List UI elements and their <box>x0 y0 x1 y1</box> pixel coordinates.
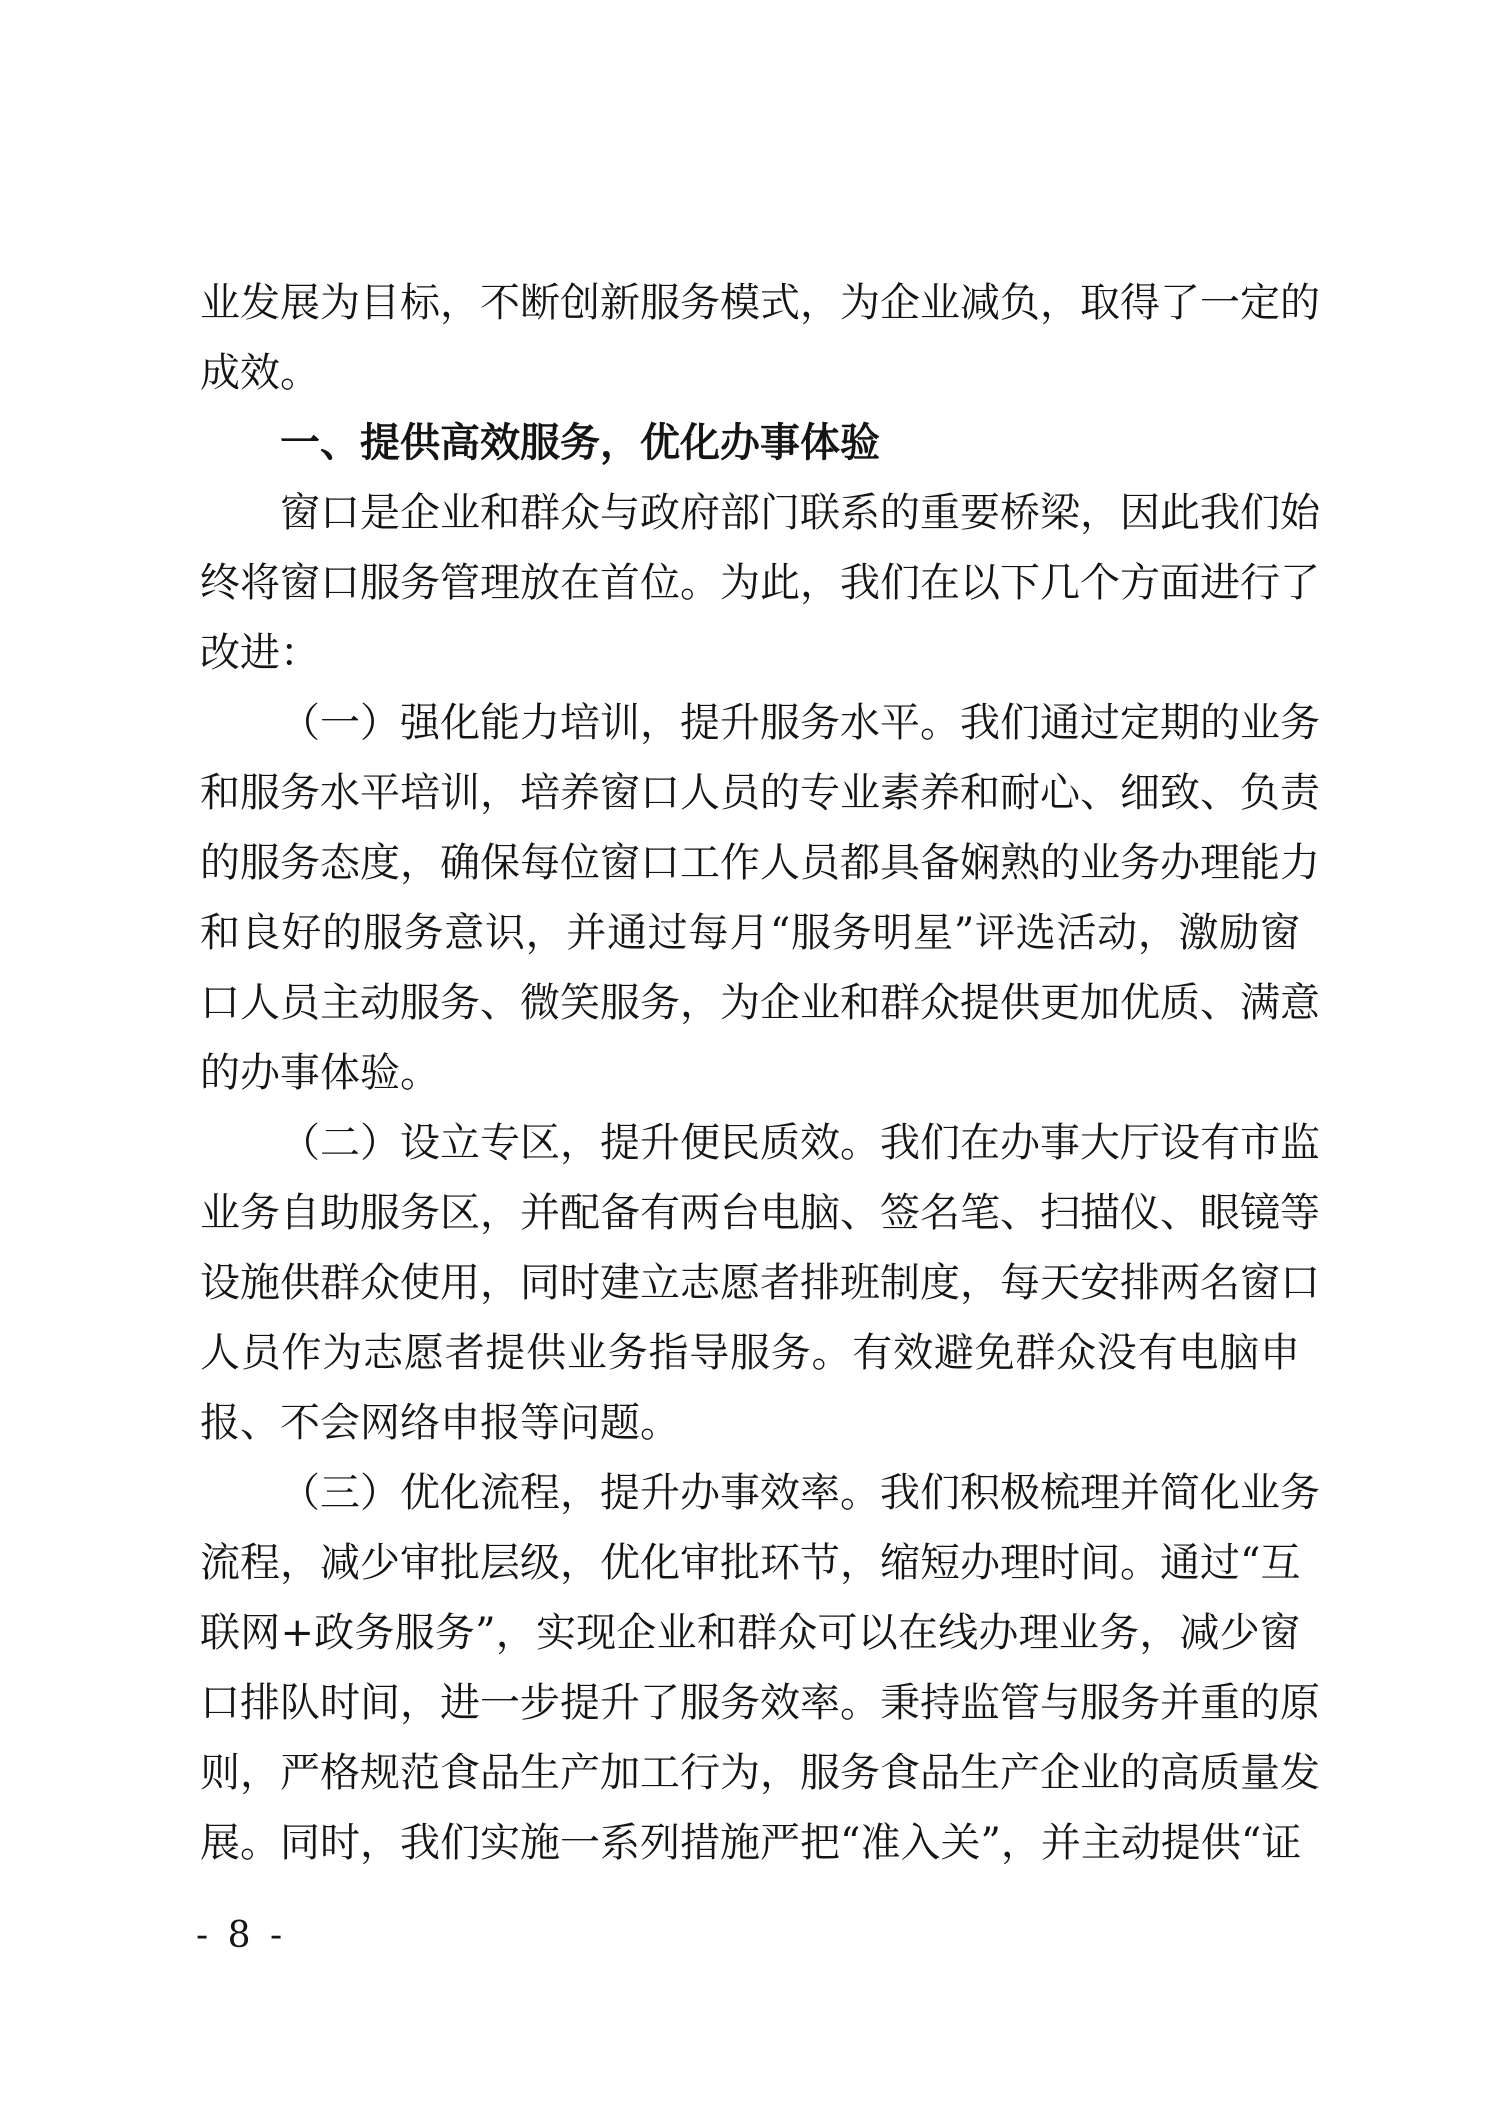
page-number: - 8 - <box>196 1915 287 1956</box>
document-body <box>200 268 1320 1878</box>
text-line: 展。同时，我们实施一系列措施严把“准入关”，并主动提供“证 <box>200 1820 1302 1866</box>
text-line: （三）优化流程，提升办事效率。我们积极梳理并简化业务 <box>280 1470 1320 1516</box>
text-line: 终将窗口服务管理放在首位。为此，我们在以下几个方面进行了 <box>200 560 1320 606</box>
text-line: 成效。 <box>200 350 320 396</box>
text-line: 设施供群众使用，同时建立志愿者排班制度，每天安排两名窗口 <box>200 1260 1320 1306</box>
text-line: 业务自助服务区，并配备有两台电脑、签名笔、扫描仪、眼镜等 <box>200 1190 1320 1236</box>
text-line: 的服务态度，确保每位窗口工作人员都具备娴熟的业务办理能力 <box>200 840 1320 886</box>
section-heading: 一、提供高效服务，优化办事体验 <box>280 420 880 466</box>
text-line: 口人员主动服务、微笑服务，为企业和群众提供更加优质、满意 <box>200 980 1320 1026</box>
text-line: 人员作为志愿者提供业务指导服务。有效避免群众没有电脑申 <box>200 1330 1300 1376</box>
text-line: （一）强化能力培训，提升服务水平。我们通过定期的业务 <box>280 700 1320 746</box>
text-line: 联网+政务服务”，实现企业和群众可以在线办理业务，减少窗 <box>200 1610 1300 1656</box>
text-line: 改进： <box>200 630 320 676</box>
text-line: 流程，减少审批层级，优化审批环节，缩短办理时间。通过“互 <box>200 1540 1301 1586</box>
text-line: （二）设立专区，提升便民质效。我们在办事大厅设有市监 <box>280 1120 1320 1166</box>
text-line: 和服务水平培训，培养窗口人员的专业素养和耐心、细致、负责 <box>200 770 1320 816</box>
text-line: 报、不会网络申报等问题。 <box>200 1400 680 1446</box>
text-line: 和良好的服务意识，并通过每月“服务明星”评选活动，激励窗 <box>200 910 1300 956</box>
text-line: 窗口是企业和群众与政府部门联系的重要桥梁，因此我们始 <box>280 490 1320 536</box>
text-line: 业发展为目标，不断创新服务模式，为企业减负，取得了一定的 <box>200 280 1320 326</box>
text-line: 的办事体验。 <box>200 1050 440 1096</box>
text-line: 则，严格规范食品生产加工行为，服务食品生产企业的高质量发 <box>200 1750 1320 1796</box>
text-line: 口排队时间，进一步提升了服务效率。秉持监管与服务并重的原 <box>200 1680 1320 1726</box>
